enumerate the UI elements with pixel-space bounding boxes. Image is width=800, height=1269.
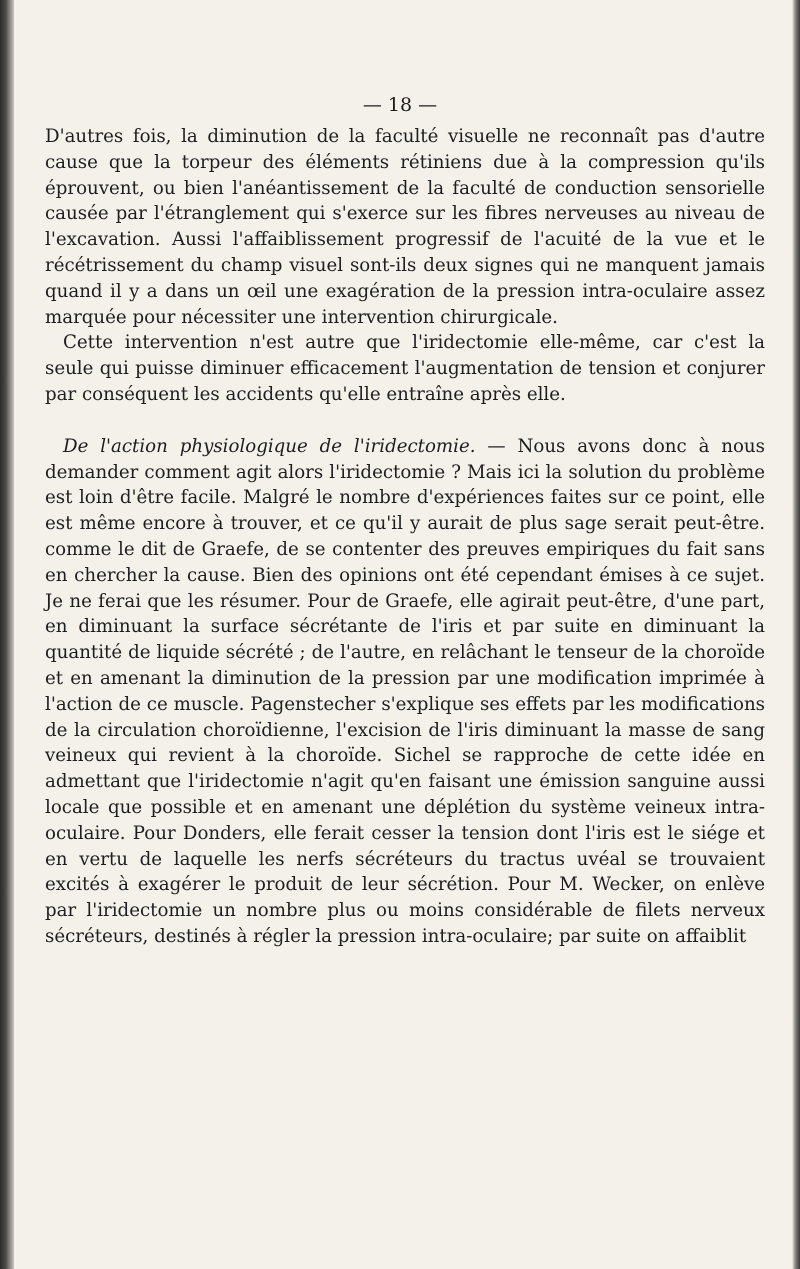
page-number: — 18 — [362, 94, 438, 116]
body-text [45, 124, 765, 950]
paragraph-1: D'autres fois, la diminution de la faculté visuelle ne reconnaît pas d'autre cause que la torpeur des éléments rétiniens due à la compression qu'ils éprouvent, ou bien l'anéantissement de la faculté de conduction sensorielle causée par l'étranglement qui s'exerce sur les fibres nerveuses au niveau de l'excavation. Aussi l'affaiblissement progressif de l'acuité de la vue et le récétrissement du champ visuel sont-ils deux signes qui ne manquent jamais quand il y a dans un œil une exagération de la pression intra-oculaire assez marquée pour nécessiter une intervention chirurgicale. [45, 126, 765, 328]
paragraph-3 [45, 434, 765, 950]
book-binding-edge [0, 0, 14, 1269]
paragraph-3-text: — Nous avons donc à nous demander comment agit alors l'iridectomie ? Mais ici la solution du problème est loin d'être facile. Malgré le nombre d'expériences faites sur ce point, elle est même encore à trouver, et ce qu'il y aurait de plus sage serait peut-être. comme le dit de Graefe, de se contenter des preuves empiriques du fait sans en chercher la cause. Bien des opinions ont été cependant émises à ce sujet. Je ne ferai que les résumer. Pour de Graefe, elle agirait peut-être, d'une part, en diminuant la surface sécrétante de l'iris et par suite en diminuant la quantité de liquide sécrété ; de l'autre, en relâchant le tenseur de la choroïde et en amenant la diminution de la pression par une modification imprimée à l'action de ce muscle. Pagenstecher s'explique ses effets par les modifications de la circulation choroïdienne, l'excision de l'iris diminuant la masse de sang veineux qui revient à la choroïde. Sichel se rapproche de cette idée en admettant que l'iridectomie n'agit qu'en faisant une émission sanguine aussi locale que possible et en amenant une déplétion du système veineux intra-oculaire. Pour Donders, elle ferait cesser la tension dont l'iris est le siége et en vertu de laquelle les nerfs sécréteurs du tractus uvéal se trouvaient excités à exagérer le produit de leur sécrétion. Pour M. Wecker, on enlève par l'iridectomie un nombre plus ou moins considérable de filets nerveux sécréteurs, destinés à régler la pression intra-oculaire; par suite on affaiblit [45, 435, 765, 947]
page-right-edge [792, 0, 800, 1269]
paragraph-2: Cette intervention n'est autre que l'iridectomie elle-même, car c'est la seule qui puisse diminuer efficacement l'augmentation de tension et conjurer par conséquent les accidents qu'elle entraîne après elle. [45, 332, 765, 405]
section-heading: De l'action physiologique de l'iridectomie. [63, 435, 476, 457]
